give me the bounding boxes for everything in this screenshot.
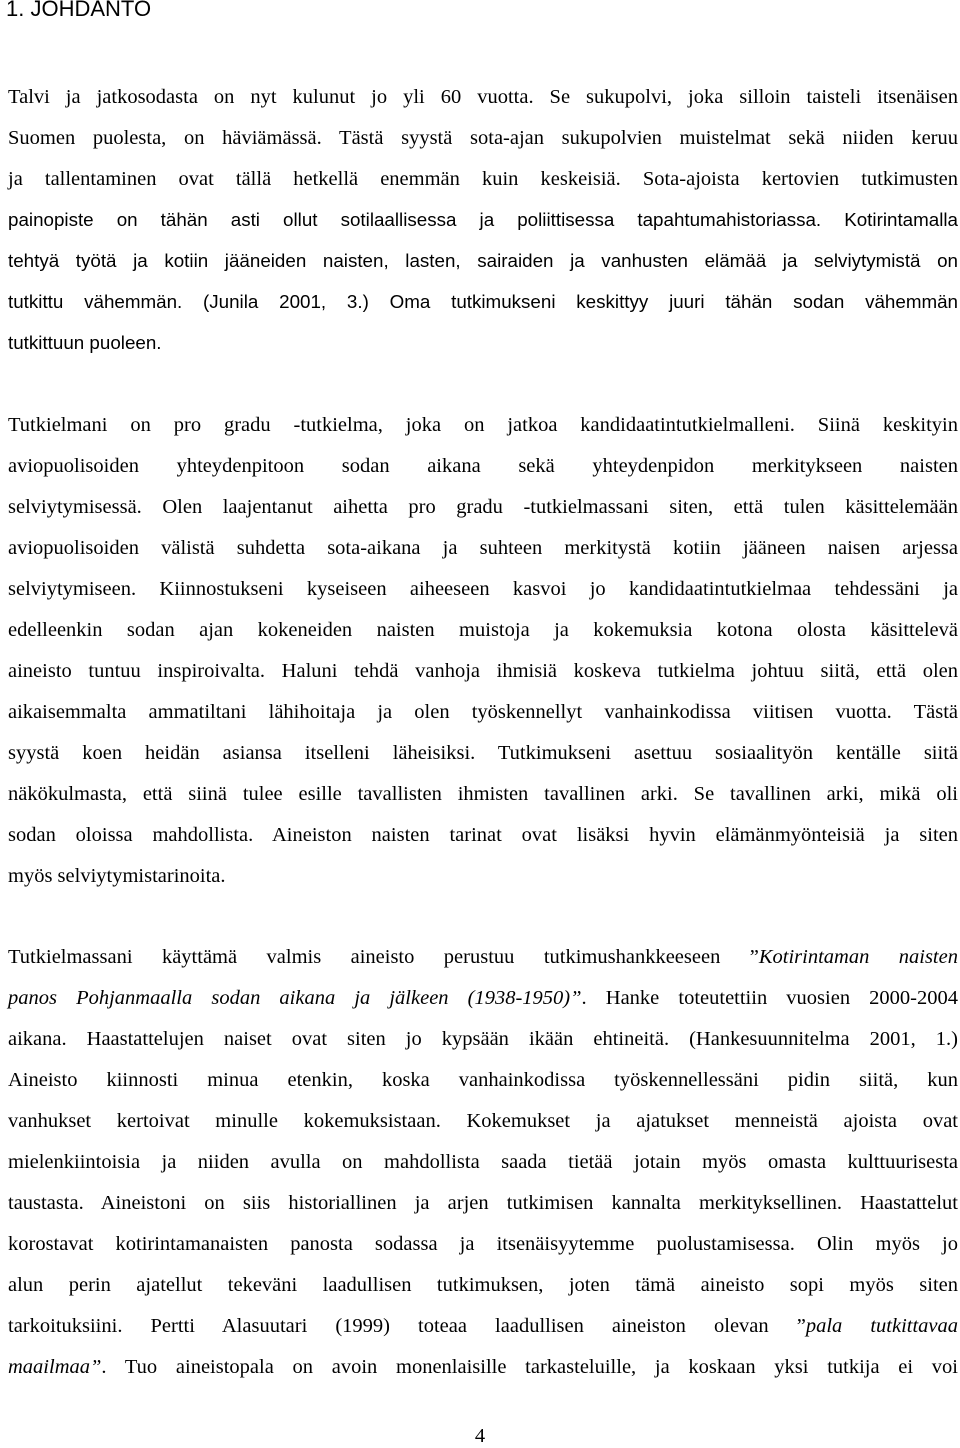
text-line: tutkittu vähemmän. (Junila 2001, 3.) Oma tutkimukseni keskittyy juuri tähän sodan vähemmän [8,291,958,312]
text-line: selviytymisessä. Olen laajentanut aihetta pro gradu -tutkielmassani siten, että tulen käsittelemään [8,496,958,518]
text-line: korostavat kotirintamanaisten panosta sodassa ja itsenäisyytemme puolustamisessa. Olin myös jo [8,1233,958,1255]
text-line: Tutkielmassani käyttämä valmis aineisto perustuu tutkimushankkeeseen ”Kotirintaman naisten [8,946,958,968]
text-line: Tutkielmani on pro gradu -tutkielma, joka on jatkoa kandidaatintutkielmalleni. Siinä keskityin [8,414,958,436]
text-line: tutkittuun puoleen. [8,332,162,353]
text-line: painopiste on tähän asti ollut sotilaallisessa ja poliittisessa tapahtumahistoriassa. Kotirintamalla [8,209,958,230]
text-line: selviytymiseen. Kiinnostukseni kyseiseen aiheeseen kasvoi jo kandidaatintutkielmaa tehdessäni ja [8,578,958,600]
text-line: Suomen puolesta, on häviämässä. Tästä syystä sota-ajan sukupolvien muistelmat sekä niiden keruu [8,127,958,149]
text-line: alun perin ajatellut tekeväni laadullisen tutkimuksen, joten tämä aineisto sopi myös siten [8,1274,958,1296]
text-line: edelleenkin sodan ajan kokeneiden naisten muistoja ja kokemuksia kotona olosta käsittelevä [8,619,958,641]
text-line: tarkoituksiini. Pertti Alasuutari (1999) toteaa laadullisen aineiston olevan ”pala tutkittavaa [8,1315,958,1337]
text-line: aviopuolisoiden välistä suhdetta sota-aikana ja suhteen merkitystä kotiin jääneen naisen arjessa [8,537,958,559]
text-line: Aineisto kiinnosti minua etenkin, koska vanhainkodissa työskennellessäni pidin siitä, kun [8,1069,958,1091]
text-line: aviopuolisoiden yhteydenpitoon sodan aikana sekä yhteydenpidon merkitykseen naisten [8,455,958,477]
text-line: aikana. Haastattelujen naiset ovat siten jo kypsään ikään ehtineitä. (Hankesuunnitelma 2001, 1.) [8,1028,958,1050]
text-line: syystä koen heidän asiansa itselleni läheisiksi. Tutkimukseni asettuu sosiaalityön kentälle siitä [8,742,958,764]
text-line: taustasta. Aineistoni on siis historiallinen ja arjen tutkimisen kannalta merkityksellinen. Haastattelut [8,1192,958,1214]
text-line: sodan oloissa mahdollista. Aineiston naisten tarinat ovat lisäksi hyvin elämänmyönteisiä ja siten [8,824,958,846]
text-line: näkökulmasta, että siinä tulee esille tavallisten ihmisten tavallinen arki. Se tavallinen arki, mikä oli [8,783,958,805]
text-line: panos Pohjanmaalla sodan aikana ja jälkeen (1938-1950)”. Hanke toteutettiin vuosien 2000-2004 [8,987,958,1009]
text-line: tehtyä työtä ja kotiin jääneiden naisten, lasten, sairaiden ja vanhusten elämää ja selviytymistä on [8,250,958,271]
text-line: ja tallentaminen ovat tällä hetkellä enemmän kuin keskeisiä. Sota-ajoista kertovien tutkimusten [8,168,958,190]
chapter-heading: 1. JOHDANTO [6,0,152,21]
text-line: aikaisemmalta ammatiltani lähihoitaja ja olen työskennellyt vanhainkodissa viitisen vuotta. Tästä [8,701,958,723]
text-line: Talvi ja jatkosodasta on nyt kulunut jo yli 60 vuotta. Se sukupolvi, joka silloin taisteli itsenäisen [8,86,958,108]
text-line: aineisto tuntuu inspiroivalta. Haluni tehdä vanhoja ihmisiä koskeva tutkielma johtuu siitä, että olen [8,660,958,682]
text-line: maailmaa”. Tuo aineistopala on avoin monenlaisille tarkasteluille, ja koskaan yksi tutkija ei voi [8,1356,958,1378]
text-line: vanhukset kertoivat minulle kokemuksistaan. Kokemukset ja ajatukset menneistä ajoista ovat [8,1110,958,1132]
page-number: 4 [474,1425,486,1447]
text-line: myös selviytymistarinoita. [8,865,226,887]
text-line: mielenkiintoisia ja niiden avulla on mahdollista saada tietää jotain myös omasta kulttuurisesta [8,1151,958,1173]
